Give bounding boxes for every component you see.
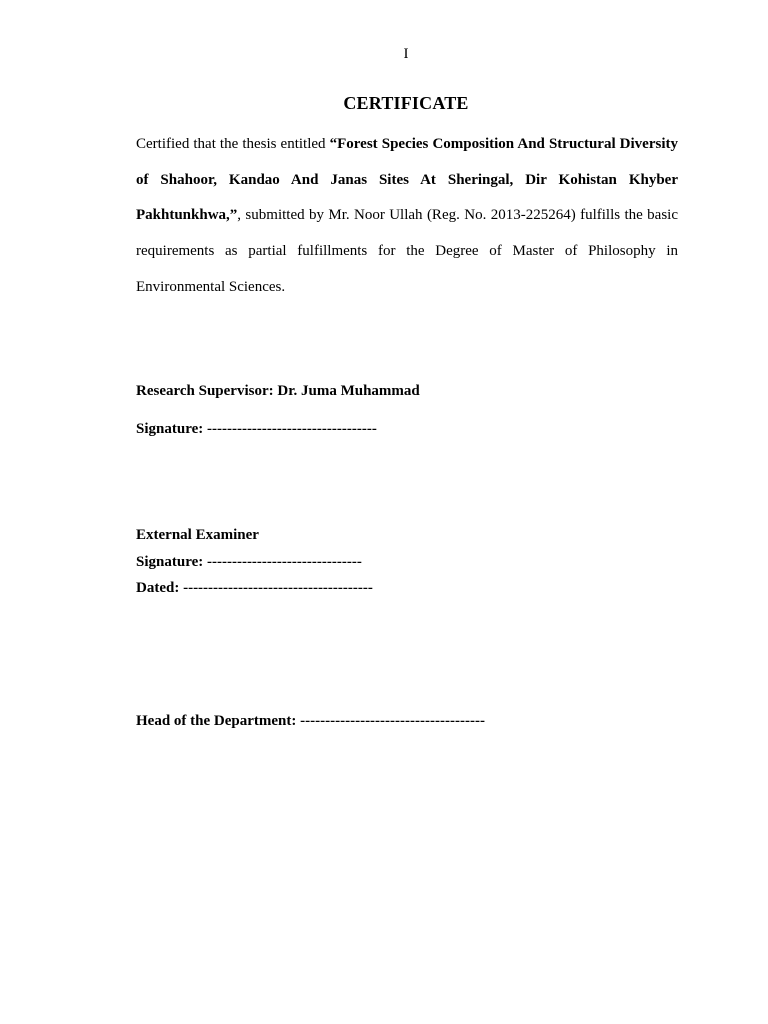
certificate-body: , submitted by Mr. Noor Ullah (Reg. No. 2013-225264) fulfills the basic requirements as partial fulfillments for the Degree of Master of Philosophy in Environmental Sciences. [136,207,678,295]
certificate-title: CERTIFICATE [343,93,469,113]
head-of-department-line: Head of the Department: ------------------------------------- [136,713,485,729]
page-number: I [403,46,409,62]
certificate-paragraph [136,127,678,306]
supervisor-signature-line: Signature: ---------------------------------- [136,421,377,437]
examiner-dated-line: Dated: -------------------------------------- [136,580,373,596]
certificate-intro: Certified that the thesis entitled [136,136,330,152]
thesis-title: “Forest Species Composition And Structural Diversity of Shahoor, Kandao And Janas Sites At Sheringal, Dir Kohistan Khyber Pakhtunkhwa,” [136,136,678,224]
external-examiner: External Examiner [136,527,259,543]
examiner-signature-line: Signature: ------------------------------- [136,554,362,570]
research-supervisor: Research Supervisor: Dr. Juma Muhammad [136,383,420,399]
